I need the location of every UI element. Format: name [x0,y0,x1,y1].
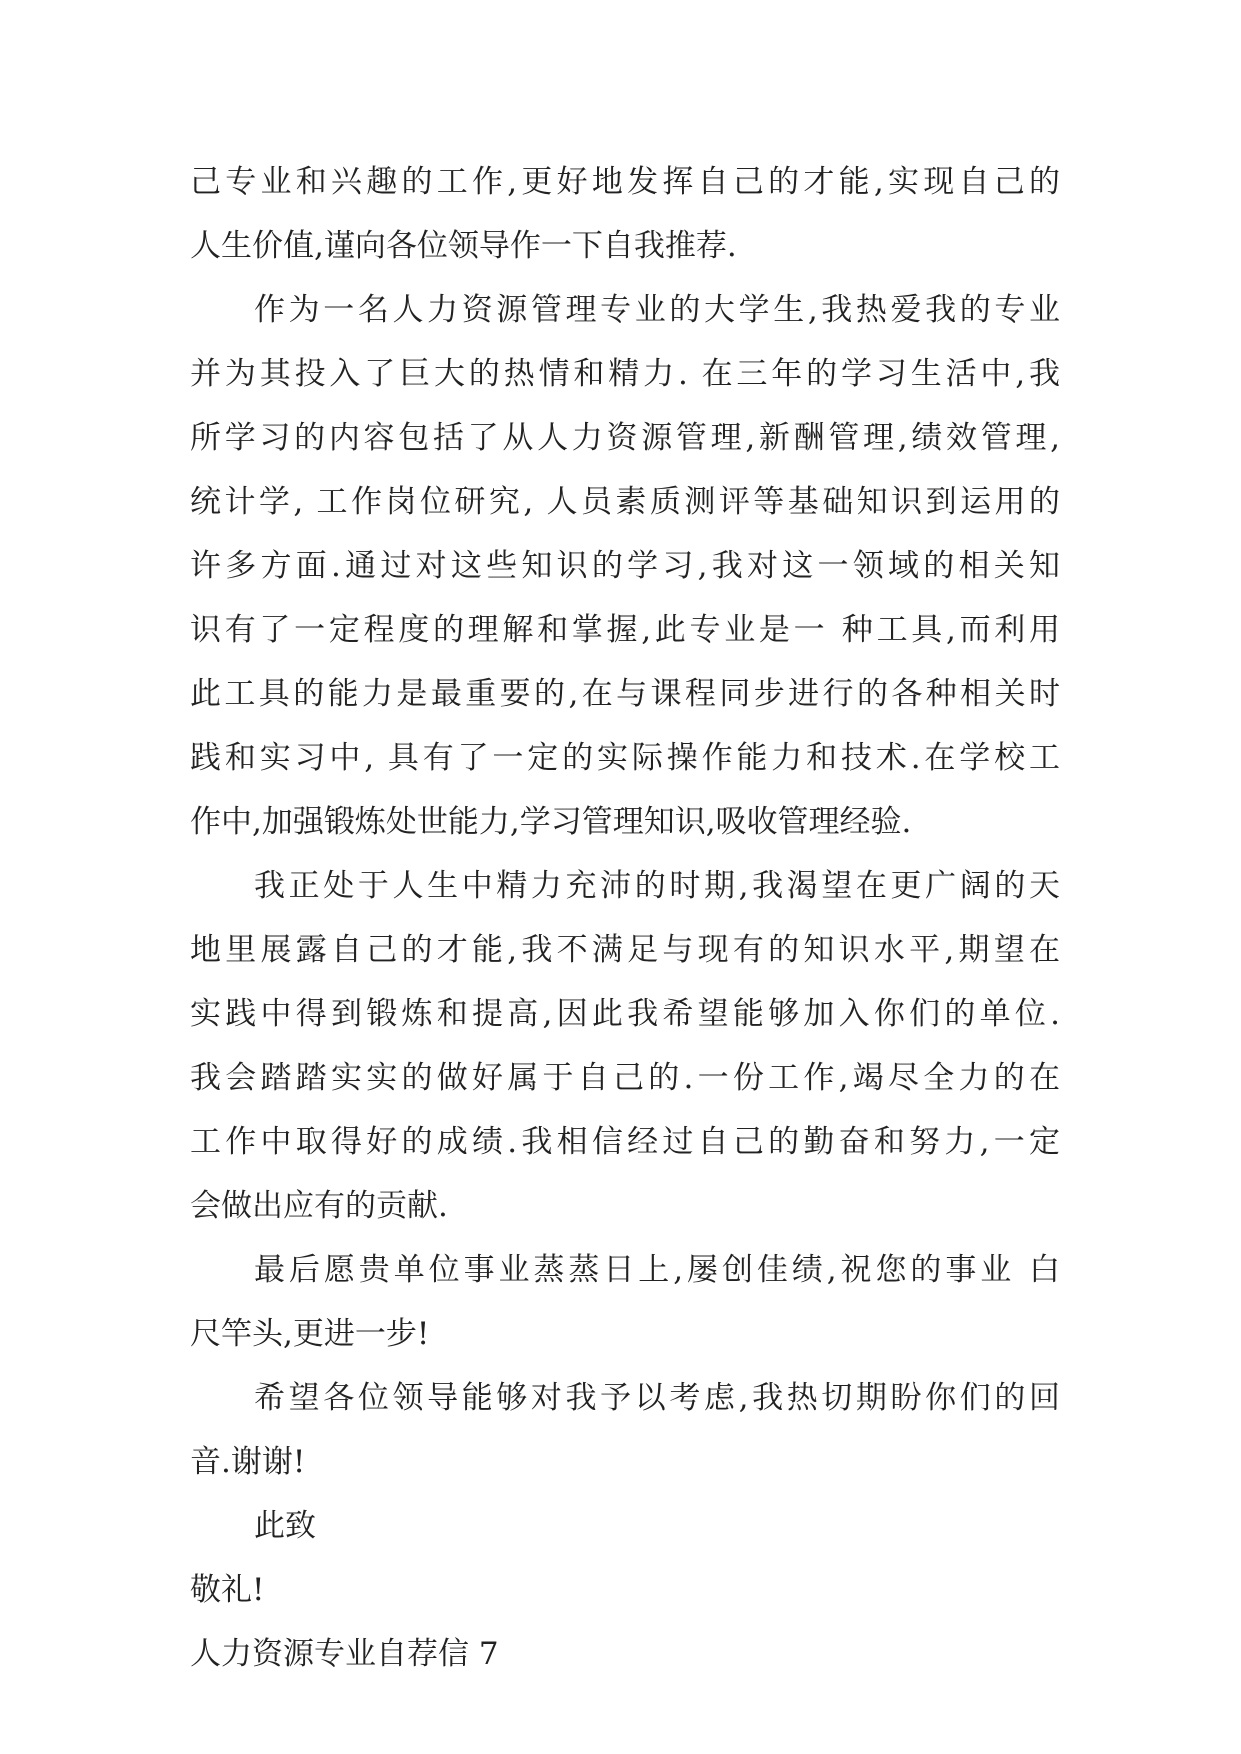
text-line: 实践中得到锻炼和提高,因此我希望能够加入你们的单位. [190,996,1060,1032]
text-line: 音.谢谢! [190,1444,306,1480]
text-line: 并为其投入了巨大的热情和精力. 在三年的学习生活中,我 [190,356,1060,392]
text-line: 我会踏踏实实的做好属于自己的.一份工作,竭尽全力的在 [190,1060,1060,1096]
text-line: 统计学, 工作岗位研究, 人员素质测评等基础知识到运用的 [190,484,1060,520]
text-line: 许多方面.通过对这些知识的学习,我对这一领域的相关知 [190,548,1060,584]
paragraph-start-line: 希望各位领导能够对我予以考虑,我热切期盼你们的回 [254,1380,1060,1416]
text-line: 己专业和兴趣的工作,更好地发挥自己的才能,实现自己的 [190,164,1060,200]
text-line: 工作中取得好的成绩.我相信经过自己的勤奋和努力,一定 [190,1124,1060,1160]
text-line: 会做出应有的贡献. [190,1188,448,1224]
text-line: 尺竿头,更进一步! [190,1316,430,1352]
text-line: 此工具的能力是最重要的,在与课程同步进行的各种相关时 [190,676,1060,712]
text-line: 地里展露自己的才能,我不满足与现有的知识水平,期望在 [190,932,1060,968]
paragraph-start-line: 最后愿贵单位事业蒸蒸日上,屡创佳绩,祝您的事业 白 [254,1252,1060,1288]
text-line: 作中,加强锻炼处世能力,学习管理知识,吸收管理经验. [190,804,912,840]
section-heading: 人力资源专业自荐信 7 [190,1636,499,1672]
text-line: 人生价值,谨向各位领导作一下自我推荐. [190,228,737,264]
text-line: 所学习的内容包括了从人力资源管理,新酬管理,绩效管理, [190,420,1060,456]
text-line: 践和实习中, 具有了一定的实际操作能力和技术.在学校工 [190,740,1060,776]
closing-salutation: 此致 [254,1508,316,1544]
closing-regards: 敬礼! [190,1572,265,1608]
paragraph-start-line: 作为一名人力资源管理专业的大学生,我热爱我的专业 [254,292,1060,328]
text-line: 识有了一定程度的理解和掌握,此专业是一 种工具,而利用 [190,612,1060,648]
paragraph-start-line: 我正处于人生中精力充沛的时期,我渴望在更广阔的天 [254,868,1060,904]
